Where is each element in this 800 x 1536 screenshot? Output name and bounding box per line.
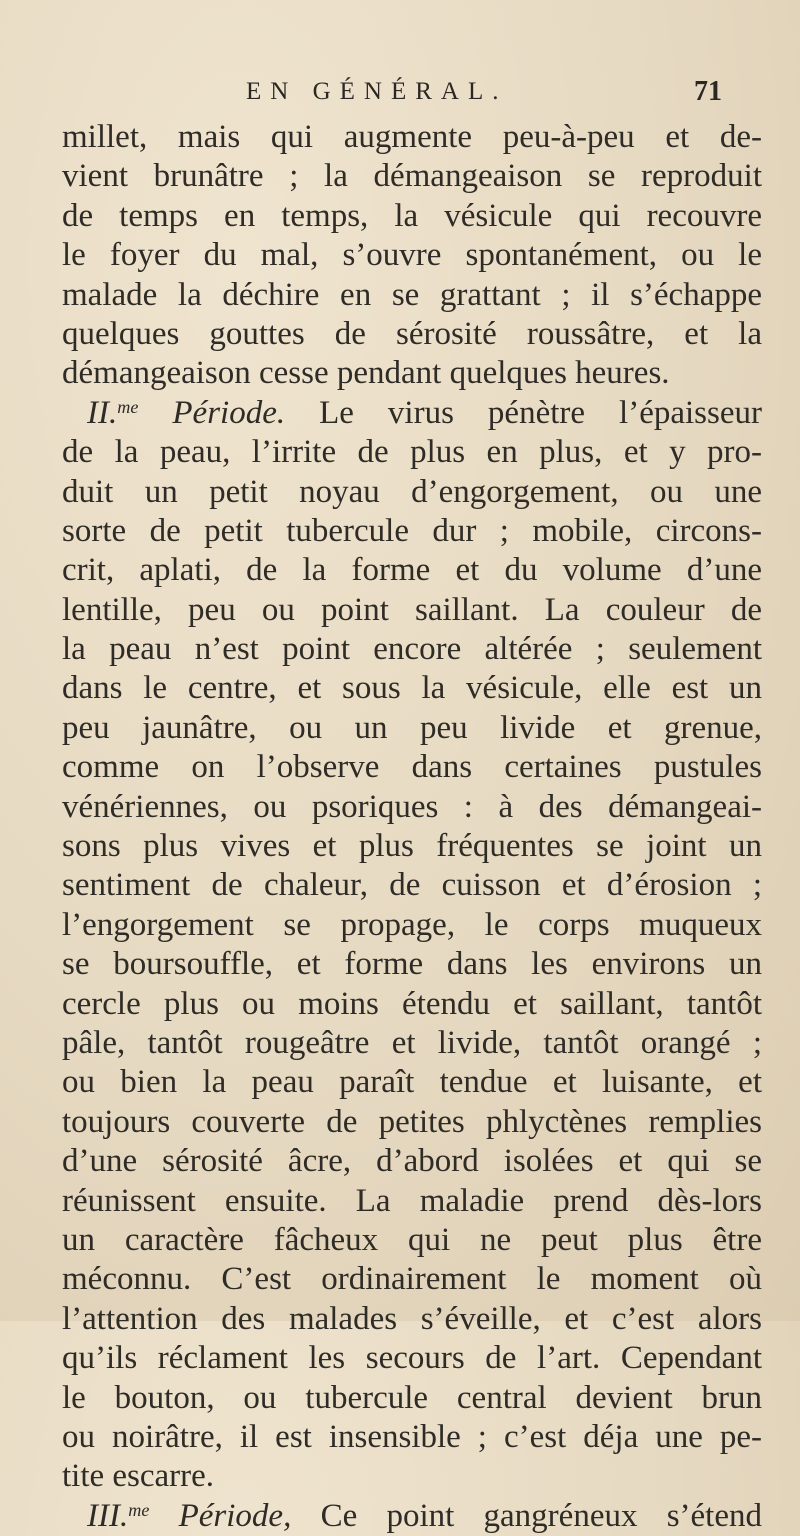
text-line: ou noirâtre, il est insensible ; c’est déja une pe- [62, 1418, 762, 1455]
text-line: III.$^{me}$ Période, Ce point gangréneux s’étend [87, 1497, 762, 1534]
text-line: ou bien la peau paraît tendue et luisante, et [62, 1064, 762, 1101]
running-head: EN GÉNÉRAL. [246, 78, 508, 105]
text-line: sons plus vives et plus fréquentes se joint un [62, 828, 762, 865]
text-line: II.$^{me}$ Période. Le virus pénètre l’épaisseur [87, 394, 762, 431]
text-line: pâle, tantôt rougeâtre et livide, tantôt orangé ; [62, 1024, 762, 1061]
page-number: 71 [694, 76, 722, 107]
text-line: l’attention des malades s’éveille, et c’est alors [62, 1300, 762, 1337]
text-line: sorte de petit tubercule dur ; mobile, circons- [62, 512, 762, 549]
text-line: peu jaunâtre, ou un peu livide et grenue, [62, 709, 762, 746]
text-line: quelques gouttes de sérosité roussâtre, et la [62, 315, 762, 352]
text-line: sentiment de chaleur, de cuisson et d’érosion ; [62, 867, 762, 904]
text-line: crit, aplati, de la forme et du volume d’une [62, 552, 762, 589]
section-heading: III.$^{me}$ Période, [87, 1497, 292, 1534]
text-line: qu’ils réclament les secours de l’art. Cependant [62, 1340, 762, 1377]
text-line: de temps en temps, la vésicule qui recouvre [62, 197, 762, 234]
text-line: comme on l’observe dans certaines pustules [62, 749, 762, 786]
text-line: un caractère fâcheux qui ne peut plus être [62, 1221, 762, 1258]
text-line: méconnu. C’est ordinairement le moment où [62, 1261, 762, 1298]
text-line: dans le centre, et sous la vésicule, elle est un [62, 670, 762, 707]
text-line: l’engorgement se propage, le corps muqueux [62, 906, 762, 943]
text-line: toujours couverte de petites phlyctènes remplies [62, 1103, 762, 1140]
text-line: d’une sérosité âcre, d’abord isolées et qui se [62, 1143, 762, 1180]
text-line: vient brunâtre ; la démangeaison se reproduit [62, 158, 762, 195]
text-line: de la peau, l’irrite de plus en plus, et y pro- [62, 434, 762, 471]
text-line: malade la déchire en se grattant ; il s’échappe [62, 276, 762, 313]
page-header [0, 78, 800, 118]
body-text [62, 118, 762, 1536]
text-line: cercle plus ou moins étendu et saillant, tantôt [62, 985, 762, 1022]
text-line: le foyer du mal, s’ouvre spontanément, ou le [62, 237, 762, 274]
section-heading: II.$^{me}$ Période. [87, 394, 286, 431]
text-line: vénériennes, ou psoriques : à des démangeai- [62, 788, 762, 825]
text-line: la peau n’est point encore altérée ; seulement [62, 631, 762, 668]
text-line: lentille, peu ou point saillant. La couleur de [62, 591, 762, 628]
text-line: tite escarre. [62, 1458, 215, 1495]
text-line: millet, mais qui augmente peu-à-peu et de- [62, 119, 762, 155]
text-line: duit un petit noyau d’engorgement, ou une [62, 473, 762, 510]
text-line: se boursouffle, et forme dans les environs un [62, 946, 762, 983]
text-line: démangeaison cesse pendant quelques heures. [62, 355, 670, 392]
text-line: le bouton, ou tubercule central devient brun [62, 1379, 762, 1416]
text-line: réunissent ensuite. La maladie prend dès-lors [62, 1182, 762, 1219]
